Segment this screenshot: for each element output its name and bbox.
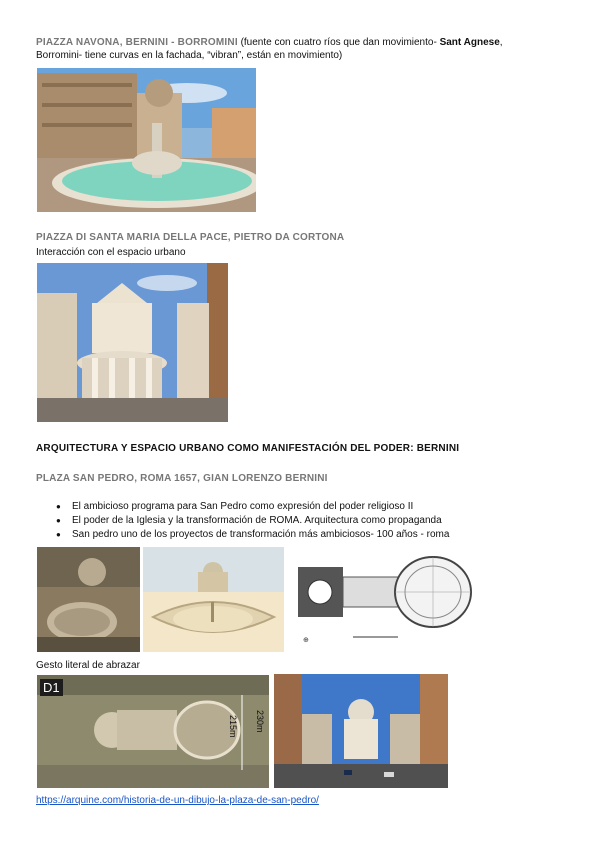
section1-heading: PIAZZA NAVONA, BERNINI - BORROMINI: [36, 37, 238, 48]
svg-text:⊕: ⊕: [303, 637, 309, 644]
bullet-item: ● El poder de la Iglesia y la transformación de ROMA. Arquitectura como propaganda: [56, 514, 576, 528]
section1-line2: Borromini- tiene curvas en la fachada, “vibran”, están en movimiento): [36, 50, 343, 61]
piazza-navona-photo: [37, 68, 256, 212]
section1-desc-comma: ,: [499, 37, 503, 48]
source-link[interactable]: https://arquine.com/historia-de-un-dibujo-la-plaza-de-san-pedro/: [36, 795, 319, 806]
caption-abrazar: Gesto literal de abrazar: [36, 660, 140, 671]
section1-text: [36, 36, 566, 62]
dimension-label-230: 230m: [255, 710, 265, 733]
aerial-label: D1: [40, 679, 63, 696]
section1-desc: (fuente con cuatro ríos que dan movimiento-: [237, 37, 440, 48]
section4-heading: PLAZA SAN PEDRO, ROMA 1657, GIAN LORENZO BERNINI: [36, 473, 328, 484]
section1-desc-bold: Sant Agnese: [439, 37, 500, 48]
dimension-label-215: 215m: [228, 715, 238, 738]
section2-heading: PIAZZA DI SANTA MARIA DELLA PACE, PIETRO DA CORTONA: [36, 232, 345, 243]
st-peters-aerial-photo: [37, 547, 140, 652]
st-peters-plan-drawing: [288, 547, 474, 652]
via-della-conciliazione-photo: [274, 674, 448, 788]
bullet-item: ● San pedro uno de los proyectos de transformación más ambiciosos- 100 años - roma: [56, 528, 576, 542]
bullet-list: [56, 500, 576, 542]
bullet-item: ● El ambicioso programa para San Pedro como expresión del poder religioso II: [56, 500, 576, 514]
section3-heading: ARQUITECTURA Y ESPACIO URBANO COMO MANIFESTACIÓN DEL PODER: BERNINI: [36, 443, 460, 454]
st-peters-engraving: [143, 547, 284, 652]
st-peters-satellite-photo: [37, 675, 269, 788]
section2-subtitle: Interacción con el espacio urbano: [36, 247, 186, 258]
santa-maria-della-pace-photo: [37, 263, 228, 422]
